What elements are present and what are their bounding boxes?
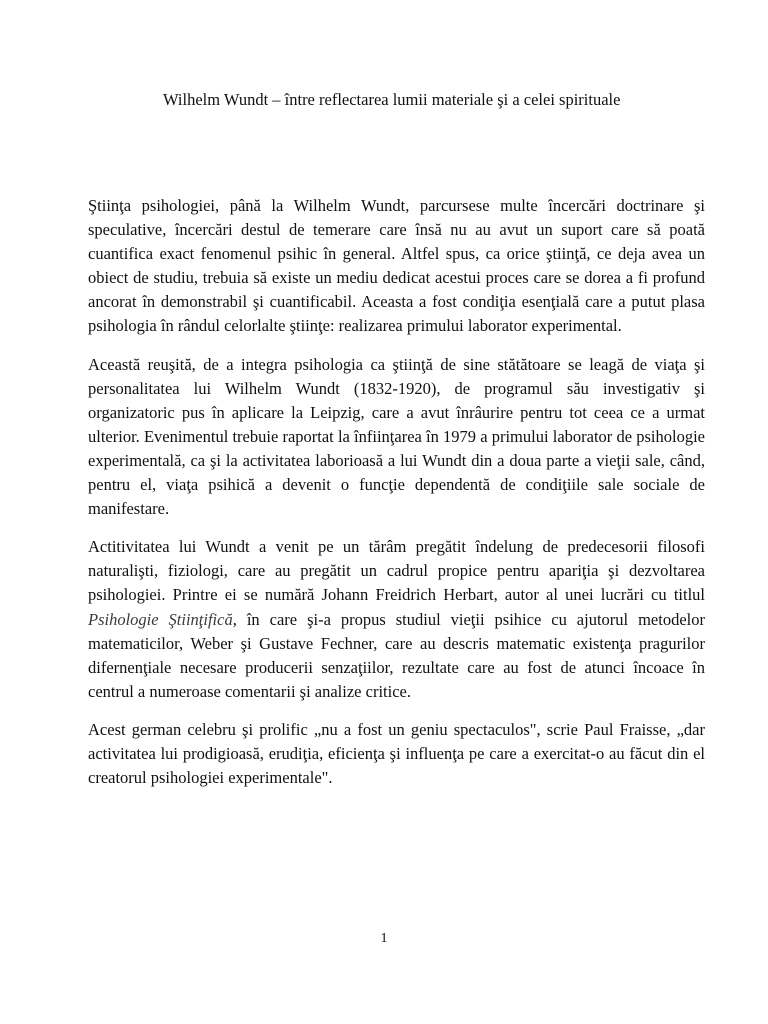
book-title-italic: Psihologie Ştiinţifică (88, 609, 233, 629)
paragraph-3-text-before: Actitivitatea lui Wundt a venit pe un tărâm pregătit îndelung de predecesorii filosofi naturalişti, fiziologi, care au pregătit un cadrul propice pentru apariţia şi dezvoltarea psihologiei. Printre ei se numără Johann Freidrich Herbart, autor al unei lucrări cu titlul (88, 537, 705, 605)
document-title: Wilhelm Wundt – între reflectarea lumii materiale şi a celei spirituale (163, 90, 621, 109)
document-body (88, 194, 705, 804)
paragraph-1: Ştiinţa psihologiei, până la Wilhelm Wundt, parcursese multe încercări doctrinare şi speculative, încercări destul de temerare care însă nu au avut un suport care să poată cuantifica exact fenomenul psihic în general. Altfel spus, ca orice ştiinţă, ce deja avea un obiect de studiu, trebuia să existe un mediu dedicat acestui proces care se dorea a fi profund ancorat în demonstrabil şi cuantificabil. Aceasta a fost condiţia esenţială care a putut plasa psihologia în rândul celorlalte ştiinţe: realizarea primului laborator experimental. (88, 196, 705, 336)
paragraph-4: Acest german celebru şi prolific „nu a fost un geniu spectaculos", scrie Paul Fraisse, „dar activitatea lui prodigioasă, erudiţia, eficienţa şi influenţa pe care a exercitat-o au făcut din el creatorul psihologiei experimentale". (88, 719, 705, 788)
page-number: 1 (380, 931, 388, 946)
paragraph-3-text-after: , în care şi-a propus studiul vieţii psihice cu ajutorul metodelor matematicilor, Weber şi Gustave Fechner, care au descris matematic existenţa pragurilor difernenţiale necesare producerii senzaţiilor, rezultate care au fost de atunci încoace în centrul a numeroase comentarii şi analize critice. (88, 609, 705, 701)
paragraph-2: Această reuşită, de a integra psihologia ca ştiinţă de sine stătătoare se leagă de viaţa şi personalitatea lui Wilhelm Wundt (1832-1920), de programul său investigativ şi organizatoric pus în aplicare la Leipzig, care a avut înrâurire pentru tot ceea ce a urmat ulterior. Evenimentul trebuie raportat la înfiinţarea în 1979 a primului laborator de psihologie experimentală, ca şi la activitatea laborioasă a lui Wundt din a doua parte a vieţii sale, când, pentru el, viaţa psihică a devenit o funcţie dependentă de condiţiile sale sociale de manifestare. (88, 354, 705, 519)
paragraph-3 (88, 535, 705, 704)
